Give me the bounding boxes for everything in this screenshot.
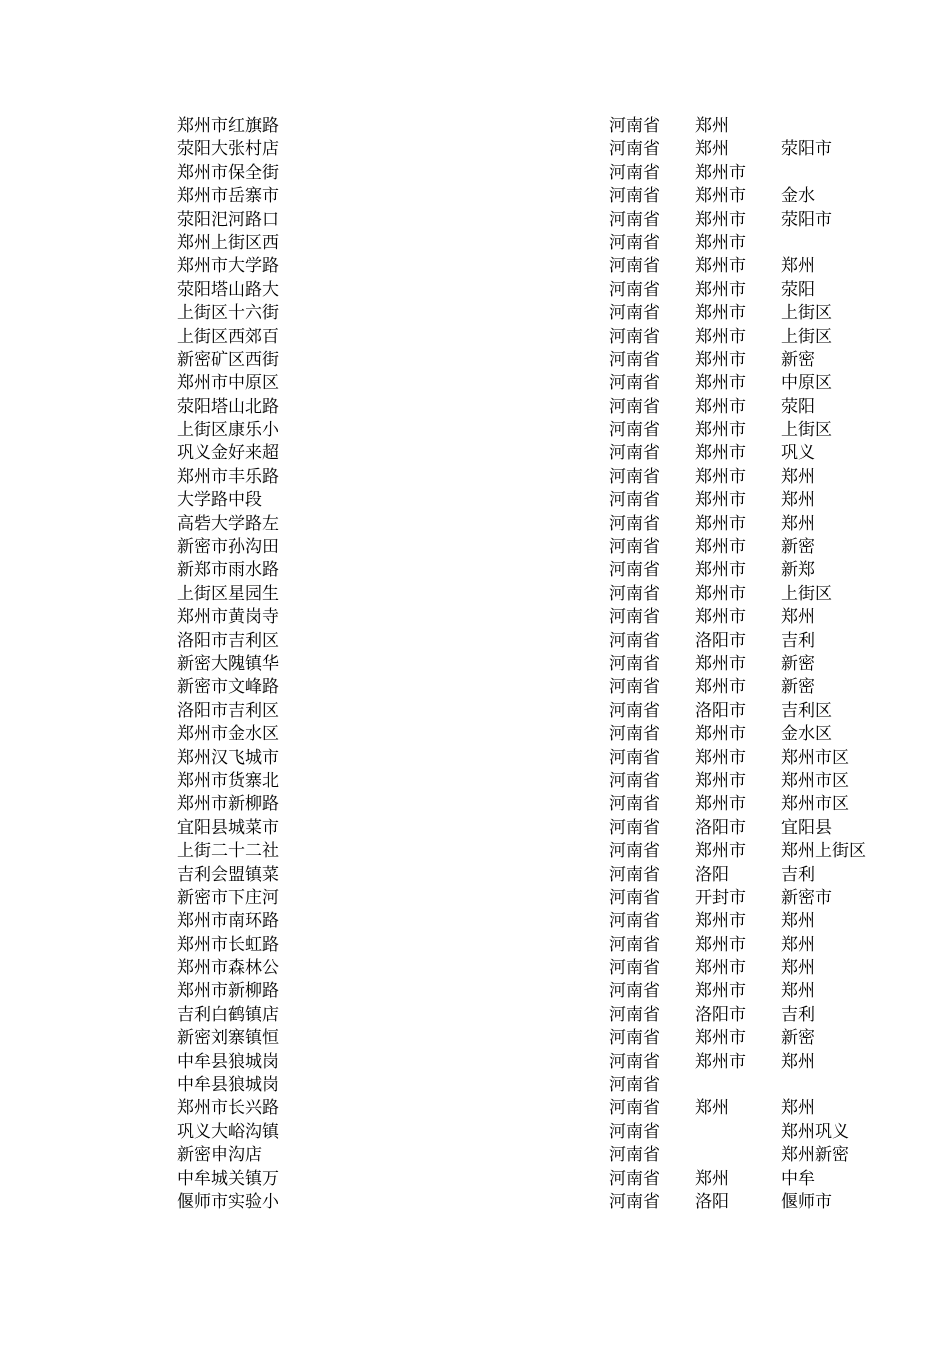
table-row <box>0 1121 950 1144</box>
address-cell: 郑州市南环路 <box>177 911 279 932</box>
district-cell: 金水 <box>781 186 815 207</box>
province-cell: 河南省 <box>609 817 660 838</box>
table-row <box>0 115 950 138</box>
city-cell: 郑州 <box>695 1168 729 1189</box>
city-cell: 郑州市 <box>695 911 746 932</box>
district-cell: 荥阳市 <box>781 209 832 230</box>
table-row <box>0 559 950 582</box>
district-cell: 郑州 <box>781 513 815 534</box>
city-cell: 郑州市 <box>695 958 746 979</box>
district-cell: 郑州 <box>781 466 815 487</box>
district-cell: 宜阳县 <box>781 817 832 838</box>
city-cell: 郑州市 <box>695 653 746 674</box>
address-cell: 中牟县狼城岗 <box>177 1051 279 1072</box>
city-cell: 郑州市 <box>695 724 746 745</box>
city-cell: 洛阳市 <box>695 630 746 651</box>
table-row <box>0 606 950 629</box>
city-cell: 郑州市 <box>695 1051 746 1072</box>
district-cell: 郑州 <box>781 1098 815 1119</box>
province-cell: 河南省 <box>609 747 660 768</box>
district-cell: 郑州 <box>781 1051 815 1072</box>
table-row <box>0 676 950 699</box>
city-cell: 郑州 <box>695 139 729 160</box>
table-row <box>0 700 950 723</box>
table-row <box>0 723 950 746</box>
city-cell: 郑州市 <box>695 443 746 464</box>
province-cell: 河南省 <box>609 373 660 394</box>
city-cell: 郑州市 <box>695 466 746 487</box>
address-cell: 郑州市森林公 <box>177 958 279 979</box>
province-cell: 河南省 <box>609 770 660 791</box>
table-row <box>0 442 950 465</box>
address-cell: 郑州市黄岗寺 <box>177 607 279 628</box>
address-cell: 郑州市货寨北 <box>177 770 279 791</box>
address-cell: 郑州市中原区 <box>177 373 279 394</box>
spreadsheet-table <box>0 115 950 1214</box>
address-cell: 荥阳塔山北路 <box>177 396 279 417</box>
table-row <box>0 840 950 863</box>
address-cell: 郑州市保全街 <box>177 162 279 183</box>
table-row <box>0 255 950 278</box>
province-cell: 河南省 <box>609 537 660 558</box>
table-row <box>0 302 950 325</box>
city-cell: 郑州市 <box>695 841 746 862</box>
address-cell: 郑州上街区西 <box>177 232 279 253</box>
table-row <box>0 489 950 512</box>
district-cell: 郑州新密 <box>781 1145 849 1166</box>
table-row <box>0 396 950 419</box>
city-cell: 郑州市 <box>695 981 746 1002</box>
province-cell: 河南省 <box>609 630 660 651</box>
province-cell: 河南省 <box>609 1051 660 1072</box>
table-row <box>0 1051 950 1074</box>
address-cell: 上街二十二社 <box>177 841 279 862</box>
address-cell: 上街区十六街 <box>177 303 279 324</box>
province-cell: 河南省 <box>609 256 660 277</box>
table-row <box>0 957 950 980</box>
table-row <box>0 513 950 536</box>
district-cell: 吉利 <box>781 1004 815 1025</box>
city-cell: 郑州市 <box>695 770 746 791</box>
district-cell: 中牟 <box>781 1168 815 1189</box>
district-cell: 中原区 <box>781 373 832 394</box>
address-cell: 郑州市大学路 <box>177 256 279 277</box>
address-cell: 郑州市红旗路 <box>177 116 279 136</box>
city-cell: 郑州市 <box>695 209 746 230</box>
city-cell: 洛阳市 <box>695 817 746 838</box>
address-cell: 新密市孙沟田 <box>177 537 279 558</box>
city-cell: 郑州市 <box>695 420 746 441</box>
district-cell: 郑州 <box>781 934 815 955</box>
address-cell: 新密申沟店 <box>177 1145 262 1166</box>
province-cell: 河南省 <box>609 1121 660 1142</box>
district-cell: 新郑 <box>781 560 815 581</box>
city-cell: 郑州 <box>695 1098 729 1119</box>
address-cell: 宜阳县城菜市 <box>177 817 279 838</box>
table-row <box>0 372 950 395</box>
address-cell: 新密矿区西街 <box>177 349 279 370</box>
district-cell: 上街区 <box>781 583 832 604</box>
table-row <box>0 419 950 442</box>
district-cell: 荥阳 <box>781 396 815 417</box>
table-row <box>0 1074 950 1097</box>
city-cell: 郑州市 <box>695 794 746 815</box>
province-cell: 河南省 <box>609 420 660 441</box>
address-cell: 郑州市岳寨市 <box>177 186 279 207</box>
address-cell: 新郑市雨水路 <box>177 560 279 581</box>
province-cell: 河南省 <box>609 1168 660 1189</box>
address-cell: 上街区星园生 <box>177 583 279 604</box>
table-row <box>0 279 950 302</box>
table-row <box>0 1097 950 1120</box>
city-cell: 郑州市 <box>695 396 746 417</box>
table-row <box>0 887 950 910</box>
city-cell: 郑州市 <box>695 279 746 300</box>
address-cell: 偃师市实验小 <box>177 1191 279 1212</box>
city-cell: 郑州市 <box>695 537 746 558</box>
district-cell: 新密市 <box>781 887 832 908</box>
table-row <box>0 349 950 372</box>
address-cell: 郑州市新柳路 <box>177 981 279 1002</box>
table-row <box>0 630 950 653</box>
district-cell: 新密 <box>781 537 815 558</box>
address-cell: 吉利白鹤镇店 <box>177 1004 279 1025</box>
address-cell: 高砦大学路左 <box>177 513 279 534</box>
district-cell: 巩义 <box>781 443 815 464</box>
city-cell: 洛阳 <box>695 864 729 885</box>
province-cell: 河南省 <box>609 490 660 511</box>
city-cell: 郑州市 <box>695 349 746 370</box>
address-cell: 新密市下庄河 <box>177 887 279 908</box>
city-cell: 郑州市 <box>695 607 746 628</box>
address-cell: 郑州市长虹路 <box>177 934 279 955</box>
address-cell: 巩义大峪沟镇 <box>177 1121 279 1142</box>
city-cell: 郑州市 <box>695 747 746 768</box>
district-cell: 郑州 <box>781 981 815 1002</box>
province-cell: 河南省 <box>609 116 660 136</box>
table-row <box>0 1004 950 1027</box>
district-cell: 郑州 <box>781 911 815 932</box>
province-cell: 河南省 <box>609 1028 660 1049</box>
city-cell: 洛阳市 <box>695 700 746 721</box>
address-cell: 上街区西郊百 <box>177 326 279 347</box>
table-row <box>0 934 950 957</box>
district-cell: 郑州 <box>781 607 815 628</box>
province-cell: 河南省 <box>609 396 660 417</box>
city-cell: 洛阳 <box>695 1191 729 1212</box>
district-cell: 新密 <box>781 349 815 370</box>
address-cell: 中牟县狼城岗 <box>177 1075 279 1096</box>
address-cell: 洛阳市吉利区 <box>177 700 279 721</box>
province-cell: 河南省 <box>609 607 660 628</box>
province-cell: 河南省 <box>609 981 660 1002</box>
city-cell: 郑州市 <box>695 1028 746 1049</box>
province-cell: 河南省 <box>609 186 660 207</box>
province-cell: 河南省 <box>609 934 660 955</box>
district-cell: 新密 <box>781 653 815 674</box>
province-cell: 河南省 <box>609 864 660 885</box>
address-cell: 新密大隗镇华 <box>177 653 279 674</box>
address-cell: 洛阳市吉利区 <box>177 630 279 651</box>
province-cell: 河南省 <box>609 303 660 324</box>
table-row <box>0 747 950 770</box>
district-cell: 上街区 <box>781 303 832 324</box>
city-cell: 郑州市 <box>695 303 746 324</box>
district-cell: 郑州 <box>781 958 815 979</box>
province-cell: 河南省 <box>609 162 660 183</box>
province-cell: 河南省 <box>609 724 660 745</box>
table-row <box>0 232 950 255</box>
address-cell: 郑州市长兴路 <box>177 1098 279 1119</box>
province-cell: 河南省 <box>609 560 660 581</box>
table-row <box>0 138 950 161</box>
district-cell: 上街区 <box>781 326 832 347</box>
province-cell: 河南省 <box>609 466 660 487</box>
district-cell: 新密 <box>781 1028 815 1049</box>
table-row <box>0 466 950 489</box>
city-cell: 郑州市 <box>695 934 746 955</box>
address-cell: 大学路中段 <box>177 490 262 511</box>
city-cell: 郑州市 <box>695 583 746 604</box>
table-row <box>0 910 950 933</box>
district-cell: 上街区 <box>781 420 832 441</box>
table-row <box>0 326 950 349</box>
district-cell: 吉利 <box>781 864 815 885</box>
province-cell: 河南省 <box>609 443 660 464</box>
city-cell: 郑州市 <box>695 490 746 511</box>
city-cell: 开封市 <box>695 887 746 908</box>
address-cell: 郑州市新柳路 <box>177 794 279 815</box>
address-cell: 郑州市金水区 <box>177 724 279 745</box>
province-cell: 河南省 <box>609 349 660 370</box>
address-cell: 上街区康乐小 <box>177 420 279 441</box>
table-row <box>0 864 950 887</box>
district-cell: 吉利区 <box>781 700 832 721</box>
province-cell: 河南省 <box>609 677 660 698</box>
province-cell: 河南省 <box>609 958 660 979</box>
table-row <box>0 583 950 606</box>
district-cell: 荥阳市 <box>781 139 832 160</box>
table-row <box>0 770 950 793</box>
province-cell: 河南省 <box>609 911 660 932</box>
province-cell: 河南省 <box>609 1098 660 1119</box>
address-cell: 中牟城关镇万 <box>177 1168 279 1189</box>
table-row <box>0 653 950 676</box>
address-cell: 巩义金好来超 <box>177 443 279 464</box>
table-row <box>0 1168 950 1191</box>
city-cell: 郑州市 <box>695 162 746 183</box>
district-cell: 新密 <box>781 677 815 698</box>
province-cell: 河南省 <box>609 887 660 908</box>
city-cell: 郑州市 <box>695 560 746 581</box>
address-cell: 吉利会盟镇菜 <box>177 864 279 885</box>
province-cell: 河南省 <box>609 700 660 721</box>
table-row <box>0 536 950 559</box>
table-row <box>0 1191 950 1214</box>
province-cell: 河南省 <box>609 232 660 253</box>
address-cell: 新密市文峰路 <box>177 677 279 698</box>
table-row <box>0 185 950 208</box>
table-row <box>0 209 950 232</box>
district-cell: 郑州 <box>781 490 815 511</box>
address-cell: 荥阳塔山路大 <box>177 279 279 300</box>
city-cell: 郑州市 <box>695 186 746 207</box>
district-cell: 郑州市区 <box>781 770 849 791</box>
table-row <box>0 1027 950 1050</box>
district-cell: 金水区 <box>781 724 832 745</box>
province-cell: 河南省 <box>609 1191 660 1212</box>
address-cell: 新密刘寨镇恒 <box>177 1028 279 1049</box>
city-cell: 郑州市 <box>695 326 746 347</box>
city-cell: 郑州市 <box>695 232 746 253</box>
address-cell: 郑州市丰乐路 <box>177 466 279 487</box>
province-cell: 河南省 <box>609 653 660 674</box>
province-cell: 河南省 <box>609 583 660 604</box>
city-cell: 郑州市 <box>695 513 746 534</box>
city-cell: 郑州市 <box>695 256 746 277</box>
table-row <box>0 162 950 185</box>
district-cell: 郑州市区 <box>781 747 849 768</box>
address-cell: 荥阳汜河路口 <box>177 209 279 230</box>
district-cell: 荥阳 <box>781 279 815 300</box>
province-cell: 河南省 <box>609 1075 660 1096</box>
province-cell: 河南省 <box>609 794 660 815</box>
province-cell: 河南省 <box>609 279 660 300</box>
district-cell: 郑州市区 <box>781 794 849 815</box>
district-cell: 偃师市 <box>781 1191 832 1212</box>
district-cell: 郑州上街区 <box>781 841 866 862</box>
city-cell: 郑州市 <box>695 373 746 394</box>
city-cell: 郑州市 <box>695 677 746 698</box>
address-cell: 荥阳大张村店 <box>177 139 279 160</box>
table-row <box>0 1144 950 1167</box>
city-cell: 洛阳市 <box>695 1004 746 1025</box>
province-cell: 河南省 <box>609 326 660 347</box>
district-cell: 郑州巩义 <box>781 1121 849 1142</box>
province-cell: 河南省 <box>609 841 660 862</box>
province-cell: 河南省 <box>609 209 660 230</box>
table-row <box>0 980 950 1003</box>
city-cell: 郑州 <box>695 116 729 136</box>
address-cell: 郑州汉飞城市 <box>177 747 279 768</box>
table-row <box>0 793 950 816</box>
district-cell: 郑州 <box>781 256 815 277</box>
province-cell: 河南省 <box>609 139 660 160</box>
district-cell: 吉利 <box>781 630 815 651</box>
province-cell: 河南省 <box>609 1004 660 1025</box>
province-cell: 河南省 <box>609 1145 660 1166</box>
province-cell: 河南省 <box>609 513 660 534</box>
table-row <box>0 817 950 840</box>
